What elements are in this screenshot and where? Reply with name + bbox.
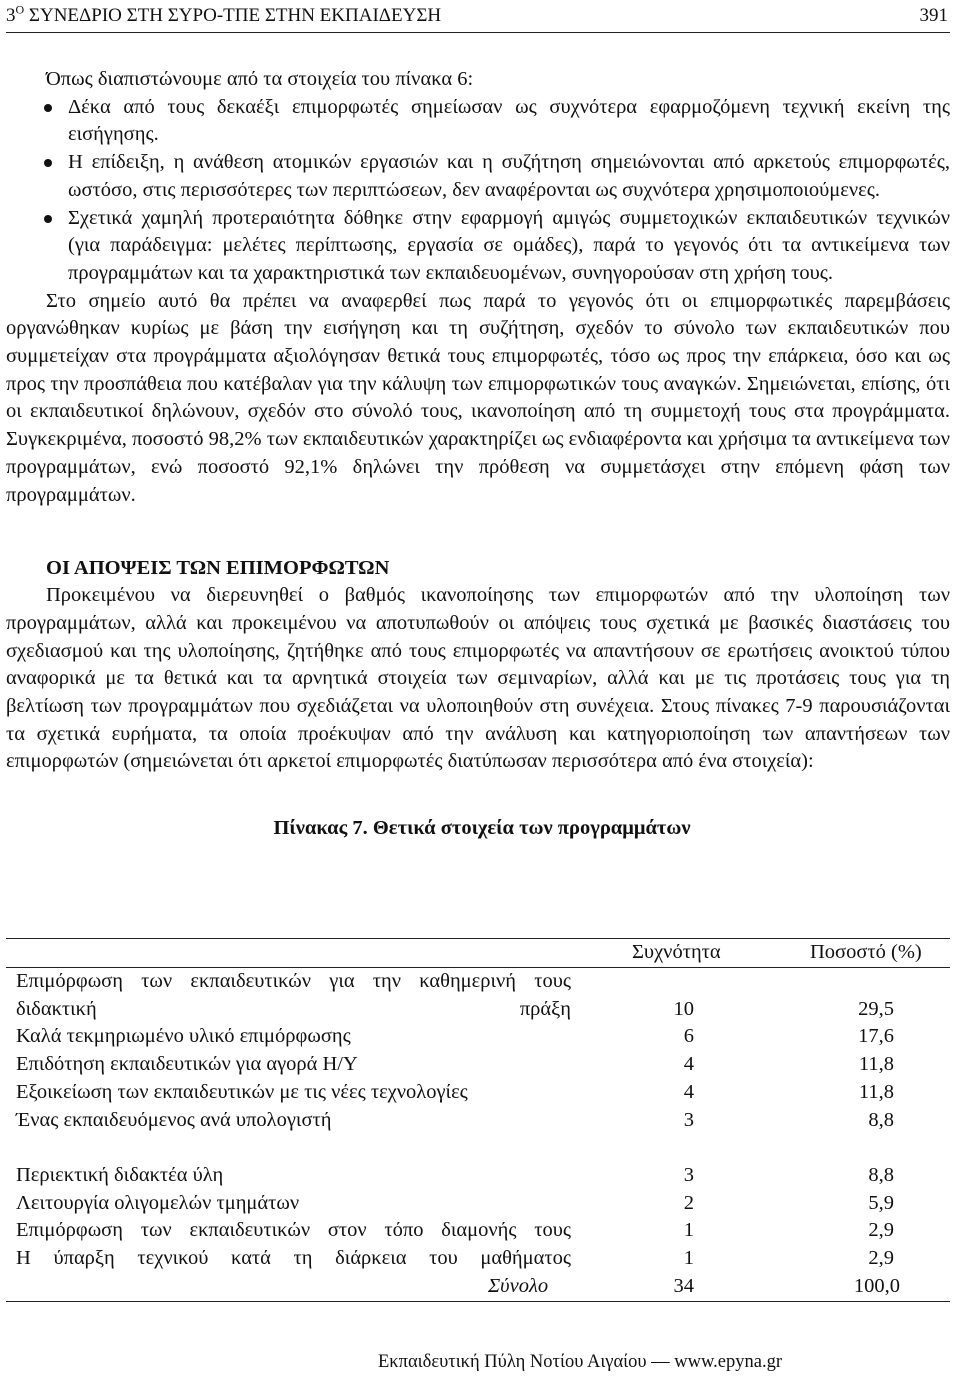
column-header-frequency: Συχνότητα (632, 941, 721, 963)
table-row (6, 1107, 950, 1135)
table-row (6, 1217, 950, 1245)
row-frequency: 6 (683, 1025, 694, 1048)
bullet-icon (44, 159, 52, 167)
table-row (6, 1079, 950, 1107)
table-caption: Πίνακας 7. Θετικά στοιχεία των προγραμμάτων (273, 817, 691, 840)
total-percentage: 100,0 (853, 1274, 900, 1297)
row-percentage: 2,9 (868, 1219, 894, 1242)
row-percentage: 2,9 (868, 1247, 894, 1270)
row-label: Εξοικείωση των εκπαιδευτικών με τις νέες τεχνολογίες (16, 1080, 468, 1103)
list-item-text: Δέκα από τους δεκαέξι επιμορφωτές σημείωσαν ως συχνότερα εφαρμοζόμενη τεχνική εκείνη της εισήγησης. (68, 95, 950, 146)
row-label: Λειτουργία ολιγομελών τμημάτων (16, 1191, 300, 1214)
row-percentage: 11,8 (858, 1080, 894, 1103)
list-item (6, 94, 950, 149)
table-row (6, 1023, 950, 1051)
row-frequency: 3 (683, 1163, 694, 1186)
table-row (6, 1245, 950, 1273)
row-frequency: 1 (683, 1219, 694, 1242)
bullet-icon (44, 215, 52, 223)
table-spacer (6, 1134, 950, 1162)
table-row (6, 968, 950, 1023)
total-label: Σύνολο (488, 1274, 549, 1297)
page-footer: Εκπαιδευτική Πύλη Νοτίου Αιγαίου — www.epyna.gr (377, 1352, 783, 1372)
positive-aspects-table (6, 938, 950, 1302)
table-header-row (6, 939, 950, 968)
paragraph: Στο σημείο αυτό θα πρέπει να αναφερθεί πως παρά το γεγονός ότι οι επιμορφωτικές παρεμβάσεις οργανώθηκαν κυρίως με βάση την εισήγηση και τη συζήτηση, σχεδόν το σύνολο των εκπαιδευτικών που συμμετείχαν στα προγράμματα αξιολόγησαν θετικά τους επιμορφωτές, τόσο ως προς την επάρκεια, όσο και ως προς την προσπάθεια που κατέβαλαν για την κάλυψη των επιμορφωτικών τους αναγκών. Σημειώνεται, επίσης, ότι οι εκπαιδευτικοί δηλώνουν, σχεδόν στο σύνολό τους, ικανοποίηση από τη συμμετοχή τους στα προγράμματα. Συγκεκριμένα, ποσοστό 98,2% των εκπαιδευτικών χαρακτηρίζει ως ενδιαφέροντα και χρήσιμα τα αντικείμενα των προγραμμάτων, ενώ ποσοστό 92,1% δηλώνει την πρόθεση να συμμετάσχει στην επόμενη φάση των προγραμμάτων. (6, 289, 950, 506)
table-row (6, 1162, 950, 1190)
row-frequency: 1 (683, 1247, 694, 1270)
list-item (6, 149, 950, 204)
page-number: 391 (919, 5, 948, 26)
row-label: Καλά τεκμηριωμένο υλικό επιμόρφωσης (16, 1025, 351, 1048)
row-label: Περιεκτική διδακτέα ύλη (16, 1163, 224, 1186)
row-frequency: 3 (683, 1108, 694, 1131)
row-percentage: 29,5 (858, 997, 894, 1020)
table-total-row (6, 1273, 950, 1302)
column-header-percentage: Ποσοστό (%) (810, 941, 922, 963)
row-label: Επιμόρφωση των εκπαιδευτικών για την καθημερινή τους διδακτική πράξη (16, 970, 571, 1020)
conference-title: $3^O$ ΣΥΝΕΔΡΙΟ ΣΤΗ ΣΥΡΟ-ΤΠΕ ΣΤΗΝ ΕΚΠΑΙΔΕΥΣΗ (6, 2, 442, 26)
row-label: Επιμόρφωση των εκπαιδευτικών στον τόπο διαμονής τους (16, 1219, 571, 1242)
running-header (6, 2, 950, 33)
intro-line: Όπως διαπιστώνουμε από τα στοιχεία του πίνακα 6: (46, 68, 474, 90)
row-frequency: 10 (673, 997, 694, 1020)
table-row (6, 1190, 950, 1218)
list-item-text: Σχετικά χαμηλή προτεραιότητα δόθηκε στην εφαρμογή αμιγώς συμμετοχικών εκπαιδευτικών τεχνικών (για παράδειγμα: μελέτες περίπτωσης, εργασία σε ομάδες), παρά το γεγονός ότι τα αντικείμενα των προγραμμάτων και τα χαρακτηριστικά των εκπαιδευομένων, συνηγορούσαν στη χρήση τους. (68, 206, 950, 284)
row-percentage: 11,8 (858, 1053, 894, 1076)
row-percentage: 8,8 (868, 1163, 894, 1186)
paragraph: Προκειμένου να διερευνηθεί ο βαθμός ικανοποίησης των επιμορφωτών από την υλοποίηση των προγραμμάτων, αλλά και προκειμένου να αποτυπωθούν οι απόψεις τους σχετικά με βασικές διαστάσεις του σχεδιασμού και της υλοποίησης, ζητήθηκε από τους επιμορφωτές να απαντήσουν σε ερωτήσεις ανοικτού τύπου αναφορικά με τα θετικά και τα αρνητικά στοιχεία των σεμιναρίων, αλλά και με τις προτάσεις τους για τη βελτίωση των προγραμμάτων που σχεδιάζεται να υλοποιηθούν στη συνέχεια. Στους πίνακες 7-9 παρουσιάζονται τα σχετικά ευρήματα, τα οποία προέκυψαν από την ανάλυση και κατηγοριοποίηση των απαντήσεων των επιμορφωτών (σημειώνεται ότι αρκετοί επιμορφωτές διατύπωσαν περισσότερα από ένα στοιχεία): (6, 584, 950, 773)
row-label: Επιδότηση εκπαιδευτικών για αγορά Η/Υ (16, 1053, 358, 1076)
row-frequency: 4 (683, 1080, 694, 1103)
list-item-text: Η επίδειξη, η ανάθεση ατομικών εργασιών και η συζήτηση σημειώνονται από αρκετούς επιμορφωτές, ωστόσο, στις περισσότερες των περιπτώσεων, δεν αναφέρονται ως συχνότερα χρησιμοποιούμενες. (68, 151, 950, 201)
total-frequency: 34 (673, 1274, 694, 1297)
row-percentage: 8,8 (868, 1108, 894, 1131)
list-item (6, 205, 950, 288)
ordinal-superscript: Ο (15, 2, 25, 17)
row-percentage: 5,9 (868, 1191, 894, 1214)
row-frequency: 2 (683, 1191, 694, 1214)
row-frequency: 4 (683, 1053, 694, 1076)
row-label: Η ύπαρξη τεχνικού κατά τη διάρκεια του μαθήματος (16, 1247, 571, 1270)
bullet-icon (44, 104, 52, 112)
table-row (6, 1051, 950, 1079)
body-text (6, 66, 950, 842)
section-heading: ΟΙ ΑΠΟΨΕΙΣ ΤΩΝ ΕΠΙΜΟΡΦΩΤΩΝ (46, 557, 390, 580)
row-label: Ένας εκπαιδευόμενος ανά υπολογιστή (16, 1108, 332, 1131)
findings-list (6, 94, 950, 288)
row-percentage: 17,6 (858, 1025, 894, 1048)
